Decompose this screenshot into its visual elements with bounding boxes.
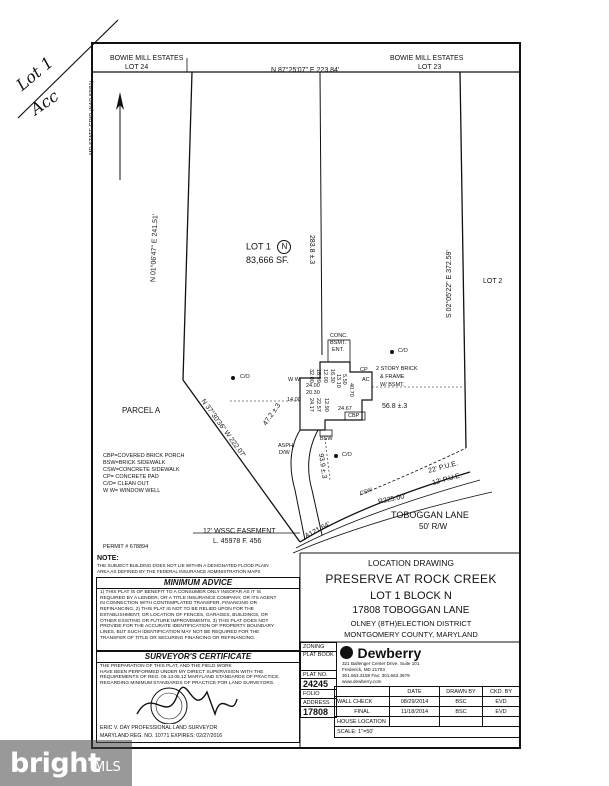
house-dim: 24.17	[308, 398, 314, 412]
east-line-bearing: S 02°05'22" E 372.59'	[446, 250, 453, 318]
bsmt-label-2: BSMT.	[330, 340, 347, 346]
handwriting-bottom: Acc	[26, 86, 62, 119]
easement-ref: L. 45978 F. 456	[213, 538, 262, 545]
row-date: 08/29/2014	[390, 697, 440, 707]
legend-item: BSW=BRICK SIDEWALK	[103, 460, 166, 466]
surveyor-reg: MARYLAND REG. NO. 10771 EXPIRES: 02/27/2016	[100, 733, 223, 739]
driveway-label-2: D/W	[279, 450, 290, 456]
legend-item: C/O= CLEAN OUT	[103, 481, 149, 487]
driveway-label-1: ASPH.	[278, 443, 295, 449]
mls-watermark	[0, 740, 132, 786]
house-dim: 16.30	[329, 369, 335, 383]
surveyor-line: REQUIREMENTS OF REG. 09.13.06.12 MARYLAND STANDARDS OF PRACTICE.	[100, 675, 280, 681]
address-number: 17808	[301, 707, 337, 718]
watermark-suffix: MLS	[94, 760, 121, 775]
property-address: 17808 TOBOGGAN LANE	[352, 605, 470, 616]
row-label: FINAL	[335, 707, 390, 717]
surveyor-seal-and-signature	[97, 684, 297, 724]
cbp-label: CBP	[348, 413, 360, 419]
house-dim: 32.00	[308, 369, 314, 383]
handwriting-top: Lot 1	[12, 52, 57, 95]
advice-line: OTHER EXISTING OR FUTURE IMPROVEMENTS. 3) THIS PLAT DOES NOT	[100, 618, 269, 624]
plat-info-column	[300, 642, 337, 718]
permit-number: PERMIT # 678894	[103, 544, 149, 550]
mid-line-dim: 283.8 ±.3	[308, 235, 315, 265]
col-header: CKD. BY	[483, 687, 520, 697]
lot-23-label: LOT 23	[418, 64, 442, 71]
block-badge: N	[277, 240, 291, 254]
row-label: WALL CHECK	[335, 697, 390, 707]
address-label: ADDRESS	[301, 699, 337, 707]
plat-book-label: PLAT BOOK	[301, 652, 337, 671]
row-date: 11/18/2014	[390, 707, 440, 717]
drawing-history-table	[334, 686, 520, 738]
side-dim-2: 47.2 ±.3	[262, 402, 283, 428]
ac-label: AC	[362, 377, 370, 383]
firm-address-2: Frederick, MD 21703	[342, 667, 385, 672]
plat-no-label: PLAT NO.	[301, 671, 337, 679]
house-dim: 40.70	[348, 383, 354, 397]
firm-web: www.dewberry.com	[342, 679, 382, 684]
bsmt-label-3: ENT.	[332, 347, 344, 353]
road-name: TOBOGGAN LANE	[391, 510, 469, 520]
surveyor-certificate-box	[96, 651, 300, 743]
advice-line: TRANSFER OF TITLE OR SECURING FINANCING OR REFINANCING.	[100, 635, 256, 641]
scale-label: SCALE: 1"=50'	[335, 727, 520, 738]
house-dim: 12.00	[322, 369, 328, 383]
advice-heading: MINIMUM ADVICE	[97, 578, 299, 589]
house-dim: 20.30	[306, 390, 320, 396]
surveyor-line: HAVE BEEN PERFORMED UNDER MY DIRECT SUPERVISION WITH THE	[100, 669, 264, 675]
house-dim: 14.00	[287, 397, 301, 403]
house-dim: 24.67	[338, 406, 352, 412]
house-label-2: & FRAME	[380, 374, 405, 380]
row-drawn: BSC	[440, 697, 483, 707]
west-line-bearing: N 01°06'47" E 241.51'	[150, 213, 160, 283]
row-drawn: BSC	[440, 707, 483, 717]
house-dim: 24.00	[306, 383, 320, 389]
election-district: OLNEY (8TH)ELECTION DISTRICT	[350, 619, 472, 628]
col-header: DRAWN BY	[440, 687, 483, 697]
arc-length: A121.64'	[303, 520, 332, 541]
surveyor-line: THE PREPARATION OF THIS PLAT, AND THE FIELD WORK	[100, 664, 232, 669]
pue-22: 22' P.U.E.	[427, 460, 459, 475]
lot-2-label: LOT 2	[483, 278, 503, 285]
bowie-left-label: BOWIE MILL ESTATES	[110, 55, 184, 62]
subdivision-name: PRESERVE AT ROCK CREEK	[325, 572, 497, 586]
north-line-bearing: N 87°25'07" E 223.84'	[271, 67, 340, 74]
legend-item: CBP=COVERED BRICK PORCH	[103, 453, 185, 459]
row-ckd: EVD	[483, 707, 520, 717]
middle-line	[320, 72, 322, 355]
note-line-1: THE SUBJECT BUILDING DOES NOT LIE WITHIN A DESIGNATED FLOOD PLAIN	[97, 563, 269, 568]
legend-item: CSW=CONCRETE SIDEWALK	[103, 467, 180, 473]
firm-logo	[340, 644, 421, 662]
col-header: DATE	[390, 687, 440, 697]
advice-line: ESTABLISHMENT, OR LOCATION OF FENCES, GARAGES, BUILDINGS, OR	[100, 612, 269, 618]
advice-line: LINES, BUT SUCH IDENTIFICATION MAY NOT BE REQUIRED FOR THE	[100, 629, 260, 635]
firm-address-1: 321 Ballenger Center Drive, Suite 101	[342, 661, 420, 666]
arc-radius: R225.00'	[377, 493, 407, 506]
road-row: 50' R/W	[419, 522, 448, 531]
house-dim: 5.50	[341, 374, 347, 385]
house-dim: 13.10	[335, 374, 341, 388]
table-row	[335, 707, 520, 717]
west-line	[183, 72, 192, 380]
cleanout-label-2: C/O	[398, 348, 408, 354]
csw-label: CSW	[359, 487, 374, 498]
note-line-2: AREA AS DEFINED BY THE FEDERAL INSURANCE ADMINISTRATION MAPS	[97, 569, 261, 574]
lot-label	[246, 240, 291, 254]
window-well-label: W W	[288, 377, 300, 383]
pue-12: 12' P.U.E.	[431, 472, 463, 487]
folio-label: FOLIO	[301, 690, 337, 699]
lot-24-label: LOT 24	[125, 64, 149, 71]
bowie-right-label: BOWIE MILL ESTATES	[390, 55, 464, 62]
surveyor-line: REGARDING MINIMUM STANDARDS OF PRACTICE FOR LAND SURVEYORS.	[100, 681, 275, 687]
house-location-label: HOUSE LOCATION	[335, 717, 390, 727]
east-line	[460, 72, 466, 448]
plat-no: 24245	[301, 679, 337, 690]
house-dim: 12.90	[323, 398, 329, 412]
legend-item: CP= CONCRETE PAD	[103, 474, 159, 480]
row-ckd: EVD	[483, 697, 520, 707]
lot-block: LOT 1 BLOCK N	[370, 590, 452, 602]
surveyor-name: ERIC V. DAY PROFESSIONAL LAND SURVEYOR	[100, 725, 218, 731]
county: MONTGOMERY COUNTY, MARYLAND	[344, 630, 478, 639]
legend-item: W W= WINDOW WELL	[103, 488, 161, 494]
watermark-brand: bright	[10, 748, 101, 779]
lot-area: 83,666 SF.	[246, 255, 290, 265]
minimum-advice-box	[96, 577, 300, 651]
advice-line: PROVIDE FOR THE ACCURATE IDENTIFICATION OF PROPERTY BOUNDARY	[100, 624, 275, 630]
house-label-3: W/ BSMT.	[380, 382, 405, 388]
table-row	[335, 697, 520, 707]
firm-phone: 301.663.3158 Fax: 301.663.3679	[342, 673, 410, 678]
zoning-label: ZONING	[301, 643, 337, 652]
advice-line: 1) THIS PLAT IS OF BENEFIT TO A CONSUMER ONLY INSOFAR AS IT IS	[100, 590, 262, 595]
bsmt-label-1: CONC.	[330, 333, 348, 339]
surveyor-heading: SURVEYOR'S CERTIFICATE	[97, 652, 299, 663]
southwest-line-bearing: N 37°30'36" W 222.07'	[199, 398, 247, 459]
advice-line: IN CONNECTION WITH CONTEMPLATED TRANSFER, FINANCING OR	[100, 601, 258, 607]
lot-number: LOT 1	[246, 241, 271, 252]
bsw-label: BSW	[320, 436, 333, 442]
house-dim: 18.99	[315, 369, 321, 383]
note-heading: NOTE:	[97, 555, 119, 562]
house-label-1: 2 STORY BRICK	[376, 366, 418, 372]
advice-line: REQUIRED BY A LENDER, OR A TITLE INSURANCE COMPANY, OR ITS AGENT	[100, 595, 277, 601]
dewberry-mark-icon	[340, 646, 353, 659]
cleanout-label-3: C/O	[342, 452, 352, 458]
parcel-a-label: PARCEL A	[122, 406, 161, 415]
advice-line: REFINANCING. 2) THIS PLAT IS NOT TO BE RELIED UPON FOR THE	[100, 607, 254, 613]
side-dim: 56.8 ±.3	[382, 403, 408, 410]
house-dim: 22.57	[315, 398, 321, 412]
concrete-pad-label: CP	[360, 367, 368, 373]
front-line-dim: 93.9 ±.3	[317, 453, 328, 479]
abbreviation-legend	[103, 453, 184, 495]
easement-label: 12' WSSC EASEMENT	[203, 528, 276, 535]
cleanout-label: C/O	[240, 374, 250, 380]
title-block	[305, 553, 517, 639]
state-grid-label: MD STATE GRID (NAD 83/91)	[89, 80, 95, 155]
firm-name: Dewberry	[357, 644, 422, 661]
drawing-type: LOCATION DRAWING	[368, 558, 454, 568]
